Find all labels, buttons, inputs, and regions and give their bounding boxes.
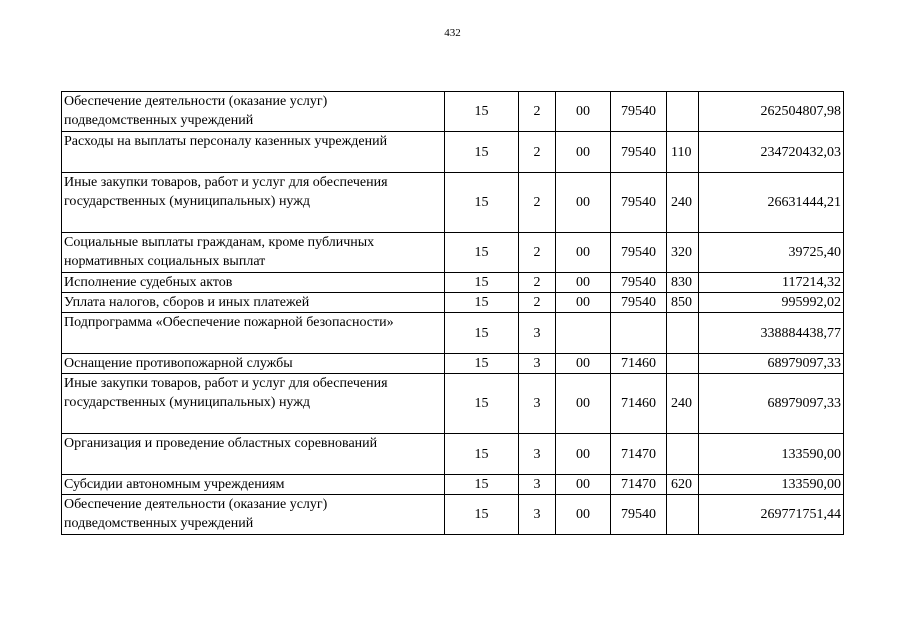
row-expense-type: 110	[667, 132, 699, 173]
row-name: Обеспечение деятельности (оказание услуг) подведомственных учреждений	[62, 92, 445, 132]
row-section: 3	[519, 374, 556, 434]
row-amount: 68979097,33	[699, 354, 844, 374]
row-name: Субсидии автономным учреждениям	[62, 475, 445, 495]
row-target: 79540	[611, 293, 667, 313]
table-row	[62, 233, 844, 273]
row-target: 71470	[611, 475, 667, 495]
row-subsection: 00	[556, 434, 611, 475]
row-name: Организация и проведение областных соревнований	[62, 434, 445, 475]
row-amount: 39725,40	[699, 233, 844, 273]
row-target: 71470	[611, 434, 667, 475]
row-ministry: 15	[445, 495, 519, 535]
row-amount: 68979097,33	[699, 374, 844, 434]
table-row	[62, 354, 844, 374]
row-name: Расходы на выплаты персоналу казенных учреждений	[62, 132, 445, 173]
row-expense-type: 320	[667, 233, 699, 273]
row-ministry: 15	[445, 374, 519, 434]
row-name: Уплата налогов, сборов и иных платежей	[62, 293, 445, 313]
row-name: Социальные выплаты гражданам, кроме публичных нормативных социальных выплат	[62, 233, 445, 273]
row-expense-type	[667, 354, 699, 374]
row-name: Оснащение противопожарной службы	[62, 354, 445, 374]
row-subsection	[556, 313, 611, 354]
row-subsection: 00	[556, 233, 611, 273]
row-ministry: 15	[445, 313, 519, 354]
row-expense-type: 240	[667, 173, 699, 233]
row-amount: 262504807,98	[699, 92, 844, 132]
row-expense-type: 240	[667, 374, 699, 434]
row-section: 2	[519, 173, 556, 233]
row-name: Исполнение судебных актов	[62, 273, 445, 293]
row-expense-type	[667, 313, 699, 354]
table-row	[62, 132, 844, 173]
table-row	[62, 475, 844, 495]
row-subsection: 00	[556, 354, 611, 374]
row-name: Подпрограмма «Обеспечение пожарной безопасности»	[62, 313, 445, 354]
row-name: Иные закупки товаров, работ и услуг для обеспечения государственных (муниципальных) нужд	[62, 173, 445, 233]
row-expense-type	[667, 434, 699, 475]
row-amount: 133590,00	[699, 475, 844, 495]
row-ministry: 15	[445, 233, 519, 273]
row-subsection: 00	[556, 495, 611, 535]
row-amount: 338884438,77	[699, 313, 844, 354]
row-ministry: 15	[445, 173, 519, 233]
row-target: 79540	[611, 132, 667, 173]
row-section: 2	[519, 233, 556, 273]
row-name: Иные закупки товаров, работ и услуг для обеспечения государственных (муниципальных) нужд	[62, 374, 445, 434]
table-row	[62, 273, 844, 293]
row-target: 79540	[611, 273, 667, 293]
row-section: 2	[519, 273, 556, 293]
row-amount: 995992,02	[699, 293, 844, 313]
row-expense-type	[667, 495, 699, 535]
row-subsection: 00	[556, 475, 611, 495]
table-row	[62, 374, 844, 434]
row-ministry: 15	[445, 273, 519, 293]
row-amount: 26631444,21	[699, 173, 844, 233]
row-section: 3	[519, 434, 556, 475]
row-ministry: 15	[445, 475, 519, 495]
row-amount: 234720432,03	[699, 132, 844, 173]
table-row	[62, 495, 844, 535]
row-name: Обеспечение деятельности (оказание услуг) подведомственных учреждений	[62, 495, 445, 535]
row-section: 3	[519, 495, 556, 535]
row-target: 79540	[611, 495, 667, 535]
row-ministry: 15	[445, 354, 519, 374]
row-ministry: 15	[445, 293, 519, 313]
table-row	[62, 92, 844, 132]
page-number: 432	[444, 27, 461, 39]
row-subsection: 00	[556, 293, 611, 313]
row-subsection: 00	[556, 92, 611, 132]
row-subsection: 00	[556, 173, 611, 233]
row-ministry: 15	[445, 132, 519, 173]
table-row	[62, 293, 844, 313]
row-amount: 117214,32	[699, 273, 844, 293]
row-target: 71460	[611, 354, 667, 374]
row-ministry: 15	[445, 434, 519, 475]
row-expense-type	[667, 92, 699, 132]
row-section: 2	[519, 132, 556, 173]
table-row	[62, 313, 844, 354]
row-expense-type: 620	[667, 475, 699, 495]
row-section: 3	[519, 475, 556, 495]
row-section: 3	[519, 313, 556, 354]
row-expense-type: 850	[667, 293, 699, 313]
row-section: 2	[519, 293, 556, 313]
row-subsection: 00	[556, 273, 611, 293]
row-amount: 133590,00	[699, 434, 844, 475]
row-amount: 269771751,44	[699, 495, 844, 535]
row-section: 3	[519, 354, 556, 374]
budget-table	[61, 91, 844, 535]
row-expense-type: 830	[667, 273, 699, 293]
row-ministry: 15	[445, 92, 519, 132]
row-subsection: 00	[556, 374, 611, 434]
row-target: 79540	[611, 233, 667, 273]
table-row	[62, 434, 844, 475]
table-row	[62, 173, 844, 233]
row-target: 71460	[611, 374, 667, 434]
row-section: 2	[519, 92, 556, 132]
row-target: 79540	[611, 173, 667, 233]
row-subsection: 00	[556, 132, 611, 173]
row-target: 79540	[611, 92, 667, 132]
row-target	[611, 313, 667, 354]
